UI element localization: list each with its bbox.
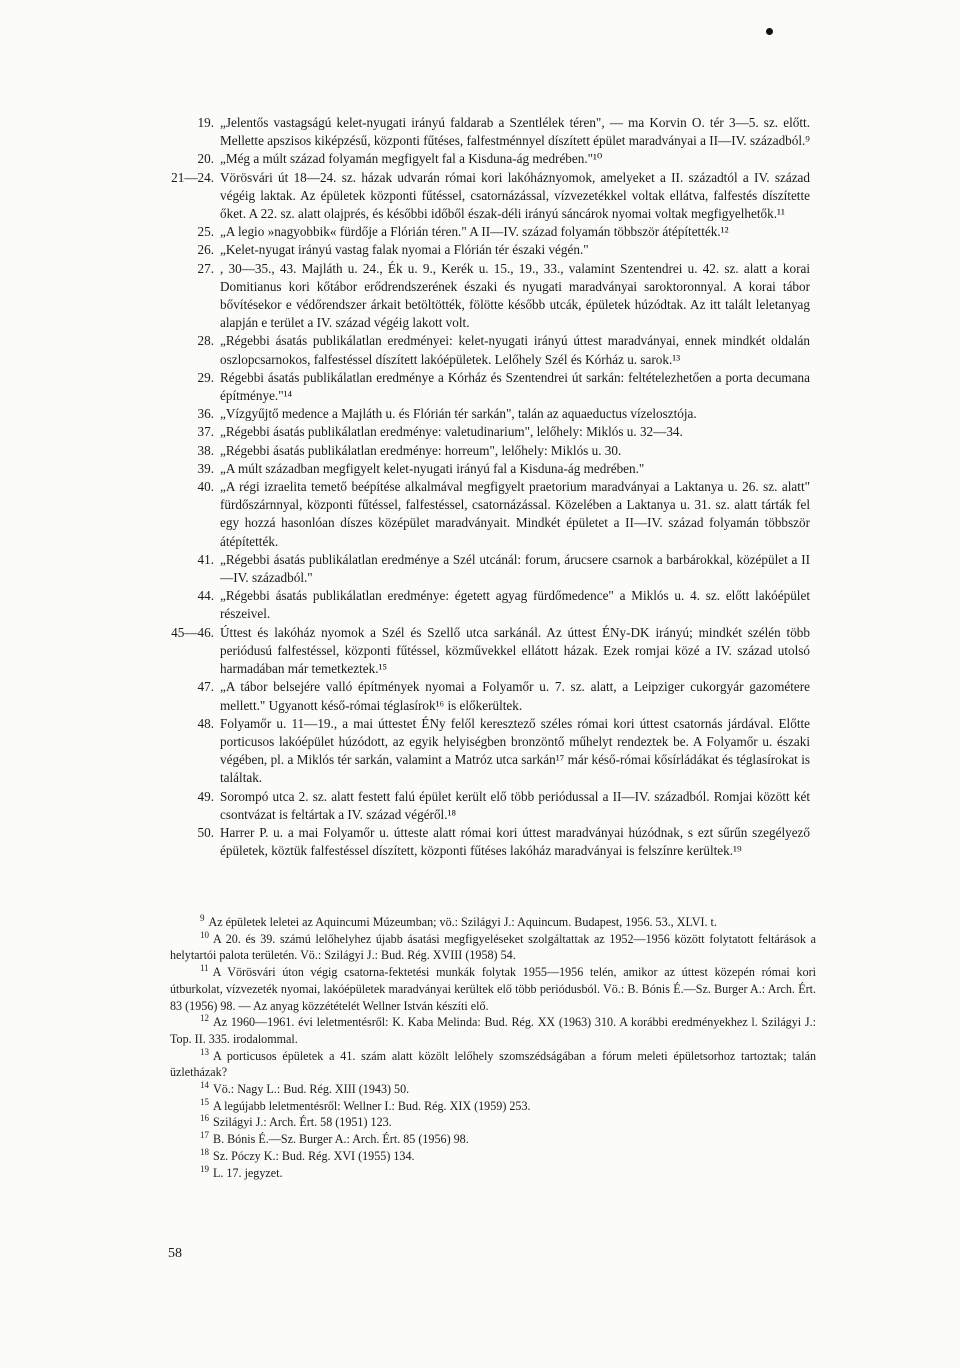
- footnote-text: Vö.: Nagy L.: Bud. Rég. XIII (1943) 50.: [213, 1082, 410, 1097]
- entry-text: „Vízgyűjtő medence a Majláth u. és Flórián tér sarkán", talán az aquaeductus vízelosztója.: [220, 406, 697, 422]
- entry-47: [160, 678, 810, 714]
- entry-text: , 30—35., 43. Majláth u. 24., Ék u. 9., Kerék u. 15., 19., 33., valamint Szentendrei u. 42. sz. alatt a korai Domitianus kori kőtábor erődrendszerének északi és nyugati maradványai saroktoronnyal. A korai tábor bővítésekor e védőrendszer árkait betöltötték, fölötte később utcák, épületek húzódtak. Az itt talált leletanyag alapján e terület a IV. század végéig lakott volt.: [220, 260, 810, 331]
- footnote-text: A porticusos épületek a 41. szám alatt közölt lelőhely szomszédságában a fórum meleti épületsorhoz tartoztak; talán üzletházak?: [170, 1048, 816, 1080]
- entry-text: „A múlt században megfigyelt kelet-nyugati irányú fal a Kisduna-ág medrében.": [220, 460, 645, 476]
- entry-37: [160, 423, 810, 441]
- entry-41: [160, 551, 810, 587]
- footnote-text: Sz. Póczy K.: Bud. Rég. XVI (1955) 134.: [213, 1148, 415, 1163]
- entry-39: [160, 460, 810, 478]
- entry-list: [160, 114, 810, 860]
- entry-number: 29.: [197, 369, 214, 385]
- footnote-text: Szilágyi J.: Arch. Ért. 58 (1951) 123.: [213, 1115, 392, 1130]
- entry-number: 36.: [197, 406, 214, 422]
- footnote-number: 17: [200, 1130, 209, 1141]
- footnote-number: 18: [200, 1146, 209, 1157]
- entry-text: „Régebbi ásatás publikálatlan eredményei: kelet-nyugati irányú úttest maradványai, ennek mindkét oldalán oszlopcsarnokos, falfestéssel díszített lakóépületek. Lelőhely Szél és Kórház u. sarok.¹³: [220, 333, 810, 367]
- entry-21-24: [160, 169, 810, 224]
- ink-dot: [766, 28, 773, 35]
- footnote-text: L. 17. jegyzet.: [213, 1165, 283, 1180]
- footnote-number: 16: [200, 1113, 209, 1124]
- entry-number: 45—46.: [171, 624, 214, 640]
- footnote-number: 14: [200, 1080, 209, 1090]
- footnote-number: 11: [200, 963, 209, 974]
- footnote-number: 9: [200, 912, 205, 923]
- footnote-19: [170, 1165, 816, 1182]
- entry-38: [160, 442, 810, 460]
- footnote-text: A 20. és 39. számú lelőhelyhez újabb ásatási megfigyeléseket szolgáltattak az 1952—1956 között folytatott feltárások a helytartói palota területén. Vö.: Szilágyi J.: Bud. Rég. XVIII (1958) 54.: [170, 931, 816, 963]
- entry-number: 38.: [197, 442, 214, 458]
- entry-number: 28.: [197, 333, 214, 349]
- entry-text: „Jelentős vastagságú kelet-nyugati irányú faldarab a Szentlélek téren", — ma Korvin O. tér 3—5. sz. előtt. Mellette apszisos kiképzésű, központi fűtéses, falfestménnyel díszített épület maradványai a II—IV. századból.⁹: [220, 115, 810, 149]
- entry-number: 39.: [197, 460, 214, 476]
- entry-49: [160, 788, 810, 824]
- footnote-13: [170, 1048, 816, 1081]
- footnote-text: Az 1960—1961. évi leletmentésről: K. Kaba Melinda: Bud. Rég. XX (1963) 310. A korábbi eredményekhez l. Szilágyi J.: Top. II. 335. irodalommal.: [170, 1015, 816, 1046]
- footnote-text: B. Bónis É.—Sz. Burger A.: Arch. Ért. 85 (1956) 98.: [213, 1132, 469, 1147]
- entry-number: 44.: [197, 588, 214, 604]
- entry-36: [160, 405, 810, 423]
- entry-number: 27.: [197, 260, 214, 276]
- entry-text: „Régebbi ásatás publikálatlan eredménye: égetett agyag fürdőmedence" a Miklós u. 4. sz. előtt lakóépület részeivel.: [220, 588, 810, 622]
- entry-number: 40.: [197, 479, 214, 495]
- footnote-number: 13: [200, 1046, 209, 1057]
- entry-text: „Régebbi ásatás publikálatlan eredménye: valetudinarium", lelőhely: Miklós u. 32—34.: [220, 424, 683, 440]
- entry-20: [160, 150, 810, 168]
- footnote-12: [170, 1014, 816, 1047]
- entry-number: 49.: [197, 788, 214, 804]
- entry-text: Sorompó utca 2. sz. alatt festett falú épület került elő több periódussal a II—IV. századból. Romjai között két csontvázat is feltártak a IV. század végéről.¹⁸: [220, 788, 810, 822]
- footnote-number: 10: [200, 929, 209, 940]
- entry-text: „A tábor belsejére valló építmények nyomai a Folyamőr u. 7. sz. alatt, a Leipziger cukorgyár gazométere mellett." Ugyanott késő-római téglasírok¹⁶ is előkerültek.: [220, 679, 810, 713]
- entry-26: [160, 241, 810, 259]
- footnote-10: [170, 931, 816, 964]
- entry-number: 26.: [197, 242, 214, 258]
- footnote-11: [170, 964, 816, 1014]
- entry-text: „Régebbi ásatás publikálatlan eredménye a Szél utcánál: forum, árucsere csarnok a barbárokkal, középület a II—IV. századból.": [220, 551, 810, 586]
- entry-19: [160, 114, 810, 150]
- footnote-text: A Vörösvári úton végig csatorna-fektetési munkák folytak 1955—1956 telén, amikor az úttest közepén római kori útburkolat, vízvezeték nyomai, lakóépületek maradványai kerültek elő több periódusból. Vö.: B. Bónis É.—Sz. Burger A.: Arch. Ért. 83 (1956) 98. — Az anyag közzétételét Wellner István készíti elő.: [170, 965, 816, 1013]
- entry-44: [160, 587, 810, 623]
- entry-29: [160, 369, 810, 405]
- entry-28: [160, 332, 810, 368]
- footnote-text: A legújabb leletmentésről: Wellner I.: Bud. Rég. XIX (1959) 253.: [213, 1098, 531, 1113]
- entry-text: Vörösvári út 18—24. sz. házak udvarán római kori lakóháznyomok, amelyeket a II. századtól a IV. század végéig laktak. Az épületek központi fűtéssel, csatornázással, vízvezetékkel voltak ellátva, falfestés díszítette őket. A 22. sz. alatt olajprés, és későbbi időből észak-déli irányú sáncárok nyomai voltak megfigyelhetők.¹¹: [220, 169, 810, 222]
- footnote-14: [170, 1081, 816, 1098]
- footnote-16: [170, 1114, 816, 1131]
- entry-number: 19.: [197, 115, 214, 130]
- entry-text: Úttest és lakóház nyomok a Szél és Szellő utca sarkánál. Az úttest ÉNy-DK irányú; mindkét szélén több periódusú falfestéssel, központi fűtéssel, közművekkel ellátott házak. Ezek romjai közé a IV. század utolsó harmadában már temetkeztek.¹⁵: [220, 624, 810, 677]
- entry-25: [160, 223, 810, 241]
- footnote-17: [170, 1131, 816, 1148]
- entry-number: 41.: [197, 551, 214, 567]
- entry-48: [160, 715, 810, 788]
- footnote-18: [170, 1148, 816, 1165]
- entry-number: 20.: [197, 151, 214, 167]
- footnotes: [170, 914, 816, 1181]
- entry-text: „Kelet-nyugat irányú vastag falak nyomai a Flórián tér északi végén.": [220, 242, 589, 258]
- footnote-number: 15: [200, 1096, 209, 1107]
- entry-text: „A régi izraelita temető beépítése alkalmával megfigyelt praetorium maradványai a Laktanya u. 26. sz. alatt" fürdőszárnnyal, központi fűtéssel, falfestéssel, csatornázással. Közelében a Laktanya u. 31. sz. alatt tárták fel egy hozzá hasonlóan díszes középület maradványait. Mindkét épületet a II—IV. század folyamán többször átépítették.: [220, 479, 810, 549]
- footnote-number: 19: [200, 1163, 209, 1174]
- entry-number: 21—24.: [171, 169, 214, 185]
- entry-number: 25.: [197, 224, 214, 240]
- entry-number: 47.: [197, 679, 214, 695]
- entry-text: „Még a múlt század folyamán megfigyelt fal a Kisduna-ág medrében."¹⁰: [220, 151, 603, 167]
- entry-number: 48.: [197, 715, 214, 731]
- entry-50: [160, 824, 810, 860]
- entry-text: Régebbi ásatás publikálatlan eredménye a Kórház és Szentendrei út sarkán: feltételezhetően a porta decumana építménye."¹⁴: [220, 369, 810, 404]
- entry-text: Folyamőr u. 11—19., a mai úttestet ÉNy felől keresztező széles római kori úttest csatornás járdával. Előtte porticusos lakóépület húzódott, az egyik helyiségben bronzöntő műhelyt rendeztek be. A Folyamőr u. északi végében, pl. a Miklós tér sarkán, valamint a Matróz utca sarkán¹⁷ már késő-római kősírládákat és téglasírokat is találtak.: [220, 715, 810, 786]
- entry-27: [160, 260, 810, 333]
- entry-40: [160, 478, 810, 551]
- entry-text: „Régebbi ásatás publikálatlan eredménye: horreum", lelőhely: Miklós u. 30.: [220, 442, 622, 458]
- footnote-15: [170, 1098, 816, 1115]
- entry-number: 50.: [197, 824, 214, 840]
- entry-text: Harrer P. u. a mai Folyamőr u. úttestе alatt római kori úttest maradványai húzódnak, s ezt sűrűn szegélyező épületek, köztük falfestéssel díszített, központi fűtéses lakóház maradványai is felszínre kerültek.¹⁹: [220, 824, 810, 859]
- entry-45-46: [160, 624, 810, 679]
- footnote-number: 12: [200, 1013, 209, 1024]
- entry-text: „A legio »nagyobbik« fürdője a Flórián téren." A II—IV. század folyamán többször átépítették.¹²: [220, 224, 729, 240]
- page-number: 58: [168, 1246, 182, 1261]
- footnote-text: Az épületek leletei az Aquincumi Múzeumban; vö.: Szilágyi J.: Aquincum. Budapest, 1956. 53., XLVI. t.: [208, 915, 717, 929]
- footnote-9: [170, 914, 816, 931]
- entry-number: 37.: [197, 424, 214, 440]
